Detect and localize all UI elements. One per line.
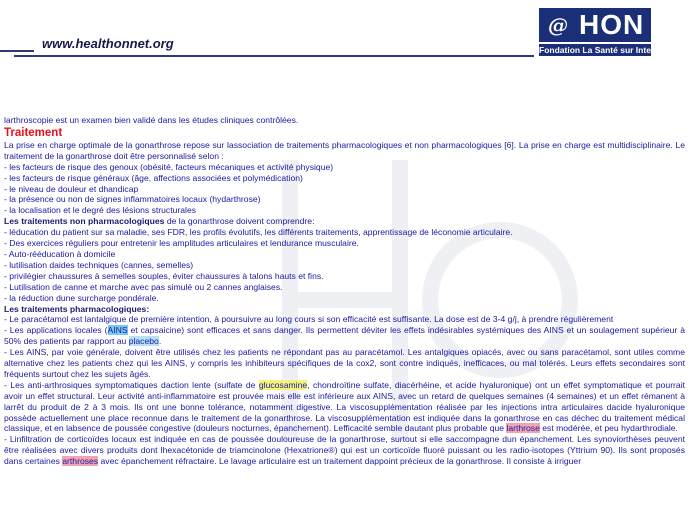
hon-logo[interactable] [539,8,667,56]
factor-item: - les facteurs de risque des genoux (obésité, facteurs mécaniques et activité physique) [4,161,334,172]
highlight-arthrose[interactable]: larthrose [506,423,540,434]
text-run: - Linfiltration de corticoïdes locaux est indiquée en cas de poussée douloureuse de la gonarthrose, surtout si elle saccompagne dun épanchement. Les synoviorthèses peuvent être réalisées avec divers produits dont lhexacétonide de triamcinolone (Hexatrione®) qui est un corticoïde fluoré puissant ou les radio-isotopes (Yttrium 90). Ils sont proposés dans certaines [4,434,685,467]
text-run: . [158,336,162,347]
hon-logo-subtitle: Fondation La Santé sur Internet [539,45,667,55]
nonpharm-item: - Des exercices réguliers pour entretenir les amplitudes articulaires et lendurance musculaire. [4,238,359,249]
nonpharm-item: - privilégier chaussures à semelles souples, éviter chaussures à talons hauts et fins. [4,270,324,281]
nonpharm-heading: Les traitements non pharmacologiques [4,216,165,227]
hon-logo-box [539,8,651,42]
nonpharm-item: - léducation du patient sur sa maladie, ses FDR, les profils évolutifs, les différents traitements, apprentissage de léconomie articulaire. [4,227,513,238]
nonpharm-item: - Lutilisation de canne et marche avec pas simulé ou 2 cannes anglaises. [4,281,283,292]
hon-logo-at-icon: @ [548,13,568,37]
pharm-paragraph-antiarthrosiques [4,380,685,435]
nonpharm-heading-tail: de la gonarthrose doivent comprendre: [164,216,315,227]
text-run: est modérée, et peu hydarthrodiale. [539,423,678,434]
nonpharm-item: - lutilisation daides techniques (cannes, semelles) [4,259,194,270]
factor-item: - la présence ou non de signes inflammatoires locaux (hydarthrose) [4,194,261,205]
pharm-paragraph-local [4,325,685,347]
cut-off-line: larthroscopie est un examen bien validé dans les études cliniques contrôlées. [4,115,299,125]
text-run: et capsaicine) sont efficaces et sans danger. Ils permettent déviter les effets indésirables systémiques des AINS et un soulagement supérieur à 50% des patients par rapport au [4,325,685,347]
pharm-heading: Les traitements pharmacologiques: [4,303,150,314]
site-url[interactable]: www.healthonnet.org [42,36,174,51]
header-rule [14,55,534,57]
pharm-paragraph-ains: - Les AINS, par voie générale, doivent être utilisés chez les patients ne répondant pas au paracétamol. Les antalgiques opiacés, avec ou sans paracétamol, sont utiles comme alternative chez les patients chez qui les AINS, y compris les inhibiteurs spécifiques de la cox2, sont contre indiqués, inefficaces, ou mal tolérés. Leurs effets secondaires sont fréquents surtout chez les sujets âgés. [4,347,685,379]
text-run: avec épanchement réfractaire. Le lavage articulaire est un traitement dappoint précieux de la gonarthrose. Il consiste à irriguer [98,456,582,467]
header-rule-short [0,50,34,52]
factor-item: - le niveau de douleur et dhandicap [4,183,139,194]
intro-paragraph: La prise en charge optimale de la gonarthrose repose sur lassociation de traitements pharmacologiques et non pharmacologiques [6]. La prise en charge est multidisciplinaire. Le traitement de la gonarthrose doit être personnalisé selon : [4,139,685,161]
nonpharm-item: - la réduction dune surcharge pondérale. [4,292,159,303]
pharm-paragraph-infiltration [4,434,685,467]
highlight-ains[interactable]: AINS [107,325,128,336]
hon-logo-wordmark: HON [579,9,645,40]
section-title: Traitement [4,126,63,139]
nonpharm-heading-line [4,216,685,227]
article-body [4,115,685,517]
highlight-glucosamine[interactable]: glucosamine [258,379,308,390]
text-run: - Les applications locales ( [4,325,108,336]
highlight-arthroses[interactable]: arthroses [62,456,99,467]
text-run: - Les anti-arthrosiques symptomatiques daction lente (sulfate de [4,379,259,390]
factor-item: - les facteurs de risque généraux (âge, affections associées et polymédication) [4,172,303,183]
text-run: , chondroïtine sulfate, diacérhéine, et acide hyaluronique) ont un effet symptomatique et pourrait avoir un effet structural. Leur activité anti-inflammatoire est prouvée mais elle est inférieure aux AINS, avec un retard de quelques semaines (4 semaines) et un effet rémanent à larrêt du produit de 2 à 3 mois. Ils ont une bonne tolérance, notamment digestive. La viscosupplémentation réalisée par les injections intra articulaires dacide hyaluronique possède actuellement une place reconnue dans le traitement de la gonarthrose. La viscosupplémentation est indiquée dans la gonarthrose en cas déchec du traitement médical classique, et en labsence de poussée congestive (douleurs nocturnes, épanchement). Lefficacité semble dautant plus probable que [4,379,685,434]
factor-item: - la localisation et le degré des lésions structurales [4,205,197,216]
header [0,0,689,62]
pharm-paragraph-paracetamol: - Le paracétamol est lantalgique de première intention, à poursuivre au long cours si son efficacité est suffisante. La dose est de 3-4 g/j, à prendre régulièrement [4,314,614,325]
highlight-placebo[interactable]: placebo [128,336,159,347]
nonpharm-item: - Auto-rééducation à domicile [4,248,116,259]
